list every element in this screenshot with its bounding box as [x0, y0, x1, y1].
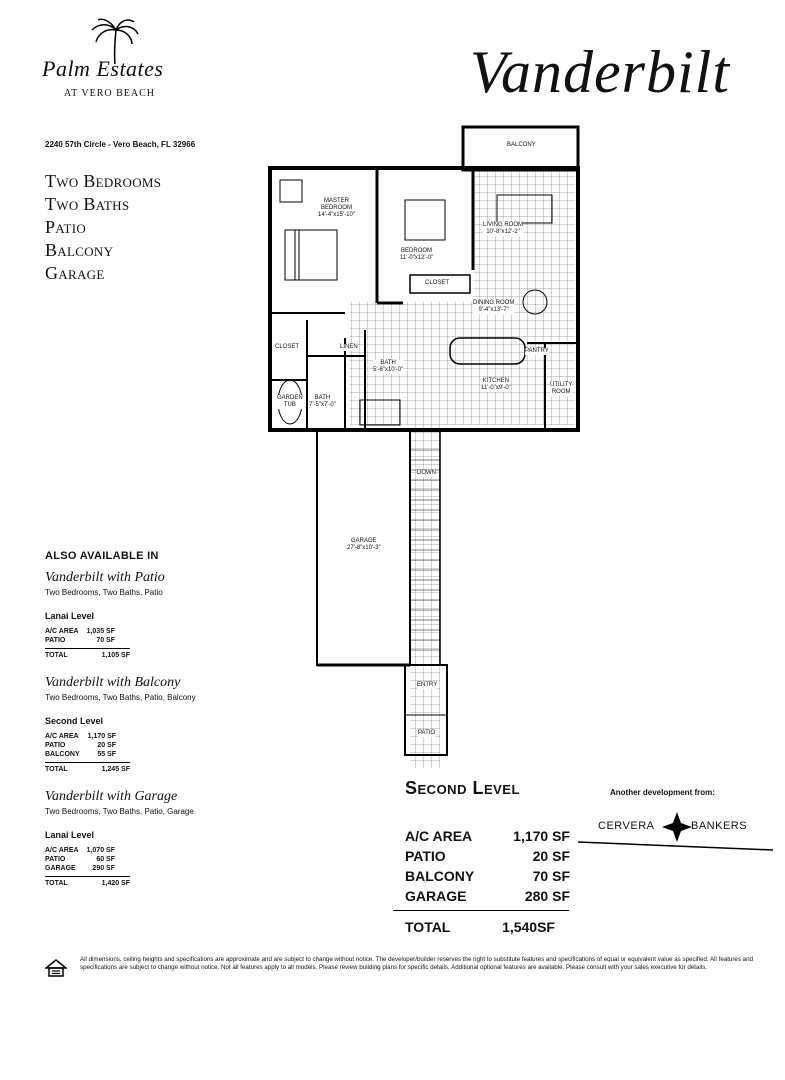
table-row [405, 866, 570, 886]
variant-card [45, 789, 225, 887]
plan-title: Vanderbilt [470, 39, 730, 105]
area-label: PATIO [45, 856, 66, 863]
variant-desc: Two Bedrooms, Two Baths, Patio, Balcony [45, 693, 196, 702]
room-label-kitchen-name: KITCHEN [482, 378, 510, 384]
table-row [405, 826, 570, 846]
table-row [405, 886, 570, 906]
room-label-garden-tub [277, 395, 303, 409]
total-value: 1,245 SF [101, 766, 130, 773]
area-label: A/C AREA [45, 628, 79, 635]
cervera-bankers-logo [598, 812, 773, 857]
feature-item: Patio [45, 217, 87, 237]
variant-level: Lanai Level [45, 830, 95, 840]
area-value: 20 SF [532, 848, 570, 864]
room-label-bath-1-name: BATH [380, 360, 396, 366]
variant-area-table [45, 846, 115, 873]
room-label-master-1: MASTER [323, 198, 349, 204]
variant-name: Vanderbilt with Garage [45, 789, 178, 804]
area-label: BALCONY [45, 751, 80, 758]
area-value: 290 SF [92, 865, 115, 872]
room-label-dining-name: DINING ROOM [473, 300, 515, 306]
area-label: GARAGE [45, 865, 76, 872]
room-label-garden-tub-2: TUB [283, 402, 296, 408]
total-value: 1,420 SF [101, 880, 130, 887]
table-row [405, 846, 570, 866]
developer-name-right: BANKERS [691, 820, 748, 832]
developer-name-left: CERVERA [598, 820, 655, 832]
area-value: 1,170 SF [513, 828, 570, 844]
room-label-garage [347, 538, 381, 552]
room-dim-bath-1: 5'-6"x10'-0" [373, 367, 404, 373]
area-value: 70 SF [96, 637, 115, 644]
variant-level: Second Level [45, 716, 104, 726]
table-row [45, 741, 116, 750]
area-label: GARAGE [405, 888, 467, 904]
total-label: TOTAL [405, 919, 451, 935]
floor-plan [255, 120, 590, 770]
room-label-bedroom-name: BEDROOM [401, 248, 433, 254]
variant-name: Vanderbilt with Patio [45, 570, 165, 585]
divider [45, 648, 130, 649]
variant-desc: Two Bedrooms, Two Baths, Patio, Garage [45, 807, 194, 816]
room-label-closet-bedroom: CLOSET [425, 280, 450, 286]
feature-item: Two Bedrooms [45, 171, 162, 191]
room-dim-master: 14'-4"x15'-10" [318, 212, 355, 218]
room-label-bath-2 [309, 395, 336, 409]
variant-card [45, 570, 225, 659]
variant-total [45, 880, 130, 887]
total-label: TOTAL [45, 652, 68, 659]
area-label: A/C AREA [45, 733, 79, 740]
summary-heading: Second Level [405, 778, 520, 798]
divider [45, 762, 130, 763]
feature-item: Garage [45, 263, 105, 283]
room-label-living-name: LIVING ROOM [483, 222, 524, 228]
summary-total [405, 919, 555, 935]
room-label-down: DOWN [417, 470, 436, 476]
room-dim-bath-2: 7'-5"x7'-0" [309, 402, 336, 408]
room-label-master [318, 198, 355, 219]
total-label: TOTAL [45, 880, 68, 887]
area-value: 55 SF [97, 751, 117, 758]
table-row [45, 846, 115, 855]
room-label-garden-tub-1: GARDEN [277, 395, 303, 401]
table-row [45, 636, 115, 645]
room-label-patio: PATIO [418, 730, 436, 736]
room-label-bedroom [400, 248, 433, 262]
also-available-panel [45, 550, 225, 903]
room-label-utility-2: ROOM [551, 389, 571, 395]
floor-plan-drawing [255, 120, 590, 770]
room-label-kitchen [481, 378, 511, 392]
room-label-master-2: BEDROOM [320, 205, 352, 211]
area-value: 280 SF [524, 888, 570, 904]
feature-item: Two Baths [45, 194, 130, 214]
variant-level: Lanai Level [45, 611, 95, 621]
area-value: 1,070 SF [86, 847, 115, 854]
area-label: BALCONY [405, 868, 475, 884]
area-value: 70 SF [532, 868, 570, 884]
room-dim-garage: 27'-8"x10'-3" [347, 545, 381, 551]
room-label-closet-master: CLOSET [275, 344, 300, 350]
feature-list [45, 170, 161, 285]
table-row [45, 864, 115, 873]
variant-card [45, 675, 225, 773]
room-dim-kitchen: 11'-0"x9'-0" [481, 385, 511, 391]
area-label: PATIO [45, 742, 66, 749]
disclaimer: All dimensions, ceiling heights and specifications are approximate and are subject to change without notice. The developer/builder reserves the right to substitute features and specifications of equal or equivalent value as specified. All features and specifications are subject to change without notice. Not all features apply to all models. Please review building plans for specific details. Additional optional features are available. Please consult with your sales executive for details. [80, 956, 754, 971]
room-label-garage-name: GARAGE [350, 538, 377, 544]
area-label: PATIO [45, 637, 66, 644]
divider [393, 910, 569, 911]
room-dim-dining: 9'-4"x13'-7" [478, 307, 509, 313]
variant-area-table [45, 627, 115, 645]
room-label-dining [473, 300, 514, 314]
variant-total [45, 766, 130, 773]
area-label: PATIO [405, 848, 446, 864]
table-row [45, 750, 116, 759]
area-value: 20 SF [97, 742, 117, 749]
logo-brand: Palm Estates [42, 56, 164, 81]
area-value: 1,170 SF [87, 733, 117, 740]
logo-tagline: AT VERO BEACH [64, 88, 155, 99]
area-value: 1,035 SF [86, 628, 115, 635]
table-row [45, 627, 115, 636]
address: 2240 57th Circle - Vero Beach, FL 32966 [45, 140, 196, 149]
table-row [45, 855, 115, 864]
underline-swoosh [578, 838, 773, 852]
palm-estates-logo [28, 18, 198, 113]
variant-area-table [45, 732, 116, 759]
room-label-pantry: PANTRY [525, 348, 549, 354]
room-label-living [483, 222, 523, 236]
variant-name: Vanderbilt with Balcony [45, 675, 181, 690]
room-dim-bedroom: 11'-0"x12'-0" [400, 255, 434, 261]
variant-total [45, 652, 130, 659]
room-label-bath-2-name: BATH [314, 395, 331, 401]
room-label-utility [550, 382, 572, 396]
divider [45, 876, 130, 877]
room-dim-living: 10'-8"x12'-2" [486, 229, 520, 235]
total-value: 1,540SF [502, 919, 555, 935]
area-label: A/C AREA [405, 828, 473, 844]
room-label-balcony: BALCONY [507, 142, 536, 148]
area-label: A/C AREA [45, 847, 79, 854]
room-label-bath-1 [373, 360, 403, 374]
area-value: 60 SF [96, 856, 115, 863]
equal-housing-icon [45, 958, 67, 980]
developer-label: Another development from: [610, 788, 715, 797]
also-available-heading: ALSO AVAILABLE IN [45, 550, 159, 562]
total-value: 1,105 SF [101, 652, 130, 659]
summary-area-table [405, 826, 570, 906]
room-label-entry: ENTRY [417, 682, 438, 688]
total-label: TOTAL [45, 766, 68, 773]
feature-item: Balcony [45, 240, 114, 260]
table-row [45, 732, 116, 741]
room-label-utility-1: UTILITY [550, 382, 573, 388]
room-label-linen: LINEN [340, 344, 358, 350]
variant-desc: Two Bedrooms, Two Baths, Patio [45, 588, 163, 597]
